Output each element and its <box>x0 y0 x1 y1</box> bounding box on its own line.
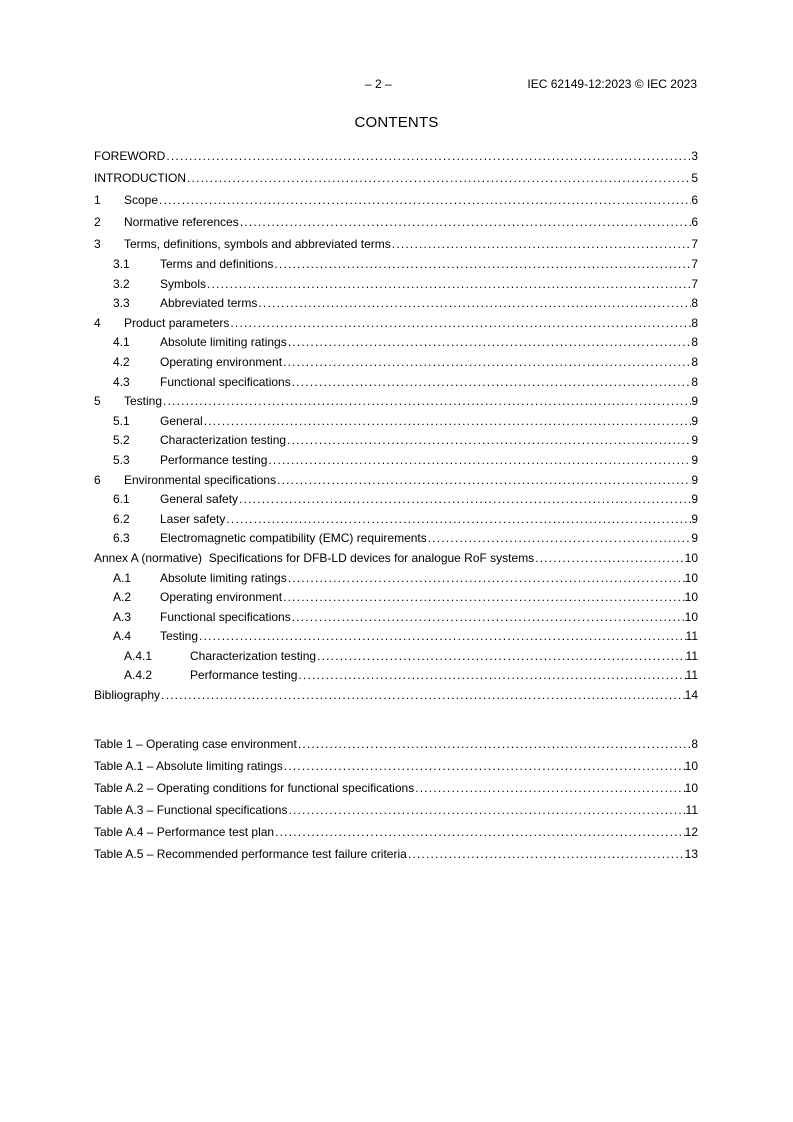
toc-entry-title: Normative references <box>124 211 240 233</box>
toc-entry-page: 9 <box>691 451 698 471</box>
toc-entry[interactable] <box>94 686 698 706</box>
toc-entry-page: 9 <box>691 471 698 491</box>
toc-entry-title: Product parameters <box>124 314 230 334</box>
toc-entry-page: 7 <box>691 255 698 275</box>
table-list-entry[interactable] <box>94 733 698 755</box>
table-list-entry[interactable] <box>94 755 698 777</box>
toc-entry[interactable] <box>94 314 698 334</box>
table-list-entry[interactable] <box>94 777 698 799</box>
toc-entry[interactable] <box>94 490 698 510</box>
toc-entry-title: Characterization testing <box>190 647 317 667</box>
toc-entry[interactable] <box>94 627 698 647</box>
toc-entry-page: 11 <box>686 647 698 667</box>
table-list-page: 12 <box>685 821 698 843</box>
document-reference: IEC 62149-12:2023 © IEC 2023 <box>527 77 697 91</box>
toc-entry-number: A.3 <box>113 609 132 624</box>
toc-entry-number: 5 <box>94 394 101 409</box>
toc-entry-page: 8 <box>691 294 698 314</box>
toc-entry-number: 4.3 <box>113 374 130 389</box>
toc-entry-title: Performance testing <box>190 666 298 686</box>
toc-entry-number: 3.3 <box>113 296 130 311</box>
toc-entry-page: 8 <box>691 314 698 334</box>
page-number: – 2 – <box>365 77 392 91</box>
toc-entry-title: Absolute limiting ratings <box>160 569 288 589</box>
toc-entry[interactable] <box>94 189 698 211</box>
toc-entry[interactable] <box>94 145 698 167</box>
table-list-title: Table A.5 – Recommended performance test failure criteria <box>94 843 408 865</box>
toc-entry[interactable] <box>94 373 698 393</box>
table-list-entry[interactable] <box>94 821 698 843</box>
toc-entry[interactable] <box>94 167 698 189</box>
toc-entry[interactable] <box>94 647 698 667</box>
toc-entry-title: Performance testing <box>160 451 268 471</box>
toc-entry[interactable] <box>94 392 698 412</box>
toc-entry-page: 3 <box>691 145 698 167</box>
toc-entry[interactable] <box>94 549 698 569</box>
toc-entry-page: 14 <box>685 686 698 706</box>
toc-entry-page: 8 <box>691 333 698 353</box>
table-list-page: 11 <box>686 799 698 821</box>
toc-entry[interactable] <box>94 412 698 432</box>
toc-entry-page: 10 <box>685 569 698 589</box>
toc-entry[interactable] <box>94 451 698 471</box>
toc-entry[interactable] <box>94 233 698 255</box>
toc-entry[interactable] <box>94 275 698 295</box>
toc-entry-title: Laser safety <box>160 510 226 530</box>
toc-entry[interactable] <box>94 353 698 373</box>
toc-entry-number: 3 <box>94 237 101 251</box>
toc-entry[interactable] <box>94 333 698 353</box>
toc-entry-number: A.1 <box>113 570 132 585</box>
table-list-title: Table A.1 – Absolute limiting ratings <box>94 755 284 777</box>
toc-entry-number: A.4 <box>113 629 132 644</box>
toc-entry-number: 5.1 <box>113 413 130 428</box>
table-of-contents <box>94 145 698 706</box>
toc-entry[interactable] <box>94 211 698 233</box>
toc-entry-number: 6 <box>94 472 101 487</box>
toc-entry-title: Operating environment <box>160 353 283 373</box>
toc-entry[interactable] <box>94 294 698 314</box>
table-list-title: Table 1 – Operating case environment <box>94 733 298 755</box>
toc-entry-number: 3.1 <box>113 257 130 271</box>
toc-entry-title: Bibliography <box>94 686 161 706</box>
toc-entry-number: 5.3 <box>113 452 130 467</box>
toc-entry-number: A.2 <box>113 590 132 605</box>
toc-entry-page: 5 <box>691 167 698 189</box>
toc-entry-page: 11 <box>686 666 698 686</box>
toc-entry[interactable] <box>94 529 698 549</box>
toc-entry-page: 7 <box>691 275 698 295</box>
toc-entry-title: General safety <box>160 490 239 510</box>
toc-entry[interactable] <box>94 431 698 451</box>
table-list-page: 13 <box>685 843 698 865</box>
table-list-title: Table A.4 – Performance test plan <box>94 821 275 843</box>
toc-entry-title: Symbols <box>160 275 207 295</box>
toc-entry-number: 4.1 <box>113 335 130 350</box>
toc-entry[interactable] <box>94 471 698 491</box>
toc-entry-number: 6.1 <box>113 492 130 507</box>
toc-entry-number: 3.2 <box>113 276 130 291</box>
toc-entry-number: 1 <box>94 193 101 207</box>
table-list-title: Table A.3 – Functional specifications <box>94 799 288 821</box>
toc-entry-page: 9 <box>691 529 698 549</box>
toc-entry-title: Electromagnetic compatibility (EMC) requirements <box>160 529 428 549</box>
toc-entry-title: Terms, definitions, symbols and abbreviated terms <box>124 233 392 255</box>
toc-entry-page: 10 <box>685 549 698 569</box>
toc-entry-title: Operating environment <box>160 588 283 608</box>
toc-entry-title: Environmental specifications <box>124 471 277 491</box>
toc-entry-page: 9 <box>691 490 698 510</box>
toc-entry-title: Scope <box>124 189 159 211</box>
toc-entry-number: 2 <box>94 215 101 229</box>
toc-entry-page: 11 <box>686 627 698 647</box>
toc-entry-title: FOREWORD <box>94 145 166 167</box>
toc-entry-title: Annex A (normative) Specifications for DFB-LD devices for analogue RoF systems <box>94 549 535 569</box>
table-list-page: 10 <box>685 777 698 799</box>
toc-entry[interactable] <box>94 666 698 686</box>
toc-entry-page: 9 <box>691 510 698 530</box>
page-title: CONTENTS <box>354 114 439 131</box>
toc-entry-page: 8 <box>691 373 698 393</box>
toc-entry[interactable] <box>94 588 698 608</box>
toc-entry-title: Characterization testing <box>160 431 287 451</box>
toc-entry-page: 9 <box>691 392 698 412</box>
toc-entry-page: 9 <box>691 431 698 451</box>
toc-entry-page: 6 <box>691 189 698 211</box>
toc-entry-title: Functional specifications <box>160 608 292 628</box>
table-list-page: 10 <box>685 755 698 777</box>
table-list-page: 8 <box>691 733 698 755</box>
toc-entry-number: 4 <box>94 315 101 330</box>
toc-entry[interactable] <box>94 608 698 628</box>
toc-entry-page: 8 <box>691 353 698 373</box>
toc-entry-number: 4.2 <box>113 354 130 369</box>
list-of-tables <box>94 733 698 865</box>
toc-entry-page: 9 <box>691 412 698 432</box>
toc-entry[interactable] <box>94 510 698 530</box>
toc-entry-page: 7 <box>691 233 698 255</box>
toc-entry-number: 6.3 <box>113 531 130 546</box>
toc-entry[interactable] <box>94 569 698 589</box>
toc-entry[interactable] <box>94 255 698 275</box>
toc-entry-title: Absolute limiting ratings <box>160 333 288 353</box>
toc-entry-number: A.4.1 <box>124 648 153 663</box>
toc-entry-number: 6.2 <box>113 511 130 526</box>
toc-entry-title: Functional specifications <box>160 373 292 393</box>
toc-entry-title: Terms and definitions <box>160 255 274 275</box>
toc-entry-number: A.4.2 <box>124 668 153 683</box>
toc-entry-page: 10 <box>685 608 698 628</box>
toc-entry-title: General <box>160 412 204 432</box>
toc-entry-title: Testing <box>124 392 163 412</box>
toc-entry-title: Abbreviated terms <box>160 294 258 314</box>
toc-entry-title: Testing <box>160 627 199 647</box>
toc-entry-title: INTRODUCTION <box>94 167 187 189</box>
table-list-entry[interactable] <box>94 799 698 821</box>
table-list-entry[interactable] <box>94 843 698 865</box>
toc-entry-page: 10 <box>685 588 698 608</box>
table-list-title: Table A.2 – Operating conditions for functional specifications <box>94 777 415 799</box>
toc-entry-page: 6 <box>691 211 698 233</box>
toc-entry-number: 5.2 <box>113 433 130 448</box>
